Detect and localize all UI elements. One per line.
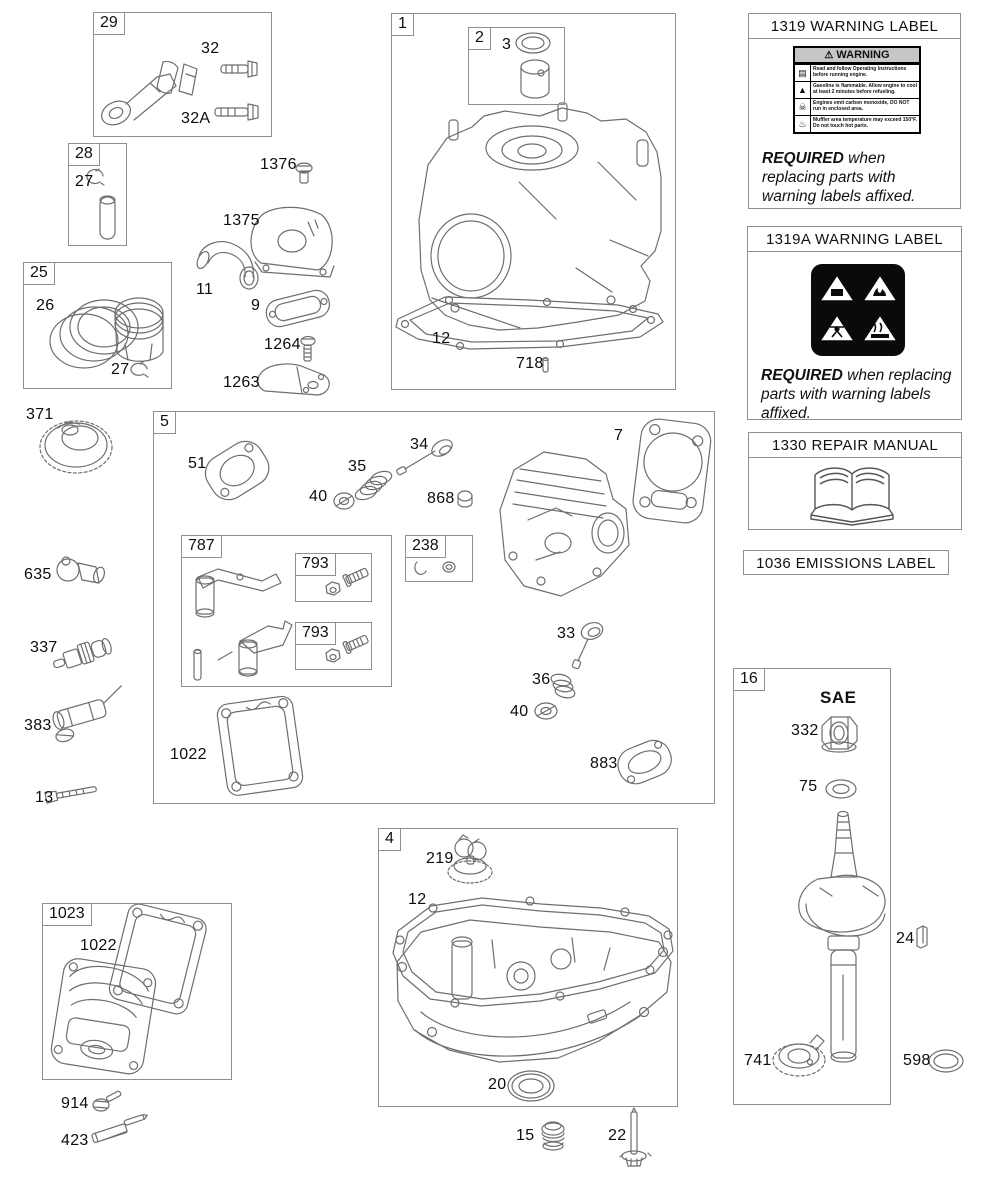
part-callout-35: 35 [348,458,367,475]
part-callout-40: 40 [309,488,328,505]
part-callout-12: 12 [432,330,451,347]
box-label-793a: 793 [295,553,336,576]
emissions-label-1036-panel [743,550,949,575]
part-callout-40b: 40 [510,703,529,720]
warning-triangle-icon: ⚠ [824,49,834,61]
group-box-793b [295,622,372,670]
part-callout-27: 27 [75,173,94,190]
box-label-4: 4 [378,828,401,851]
part-callout-36: 36 [532,671,551,688]
part-callout-33: 33 [557,625,576,642]
part-callout-34: 34 [410,436,429,453]
oil-tube-383-sketch [47,686,131,744]
sae-heading: SAE [820,688,857,707]
o-ring-598-sketch [929,1050,963,1072]
part-callout-741: 741 [744,1052,772,1069]
part-callout-371: 371 [26,406,54,423]
warning-label-1319-panel [748,13,961,209]
box-label-1: 1 [391,13,414,36]
part-callout-7: 7 [614,427,624,444]
warning-row: ☠ Engines emit carbon monoxide, DO NOT run in enclosed area. [795,98,919,115]
warning-label-1319-graphic [793,46,921,134]
warning-label-header [795,48,919,64]
box-label-29: 29 [93,12,125,35]
repair-manual-1330-panel [748,432,962,530]
oil-plug-15-sketch [542,1122,564,1150]
group-box-25 [23,262,172,389]
box-label-787: 787 [181,535,222,558]
flame-icon: ▲ [795,82,811,98]
box-label-1023: 1023 [42,903,92,926]
cam-gear-371-sketch [40,421,112,473]
book-icon: ▤ [795,65,811,81]
warning-row: ▲ Gasoline is flammable. Allow engine to cool at least 2 minutes before refueling. [795,81,919,98]
bolt-1264-sketch [301,337,315,362]
box-label-16: 16 [733,668,765,691]
part-callout-868: 868 [427,490,455,507]
gasket-9-sketch [264,288,333,330]
part-callout-9: 9 [251,297,261,314]
hot-surface-icon: ♨ [795,116,811,132]
spark-plug-337-sketch [50,636,113,674]
part-callout-383: 383 [24,717,52,734]
part-callout-75: 75 [799,778,818,795]
part-callout-15: 15 [516,1127,535,1144]
part-callout-26: 26 [36,297,55,314]
box-label-5: 5 [153,411,176,434]
guard-plate-1263-sketch [258,364,329,395]
required-note: REQUIRED when replacing parts with warning labels affixed. [762,150,916,205]
group-box-238 [405,535,473,582]
part-callout-1375: 1375 [223,212,260,229]
panel-title-1319: 1319 WARNING LABEL [749,14,960,39]
part-callout-718: 718 [516,355,544,372]
warning-label-1319a-graphic [810,263,906,357]
warning-row: ♨ Muffler area temperature may exceed 150°F. Do not touch hot parts. [795,115,919,132]
part-callout-337: 337 [30,639,58,656]
part-callout-1263: 1263 [223,374,260,391]
panel-title-1330: 1330 REPAIR MANUAL [749,433,961,458]
warning-label-1319a-panel [747,226,962,420]
part-callout-1376: 1376 [260,156,297,173]
part-callout-27b: 27 [111,361,130,378]
part-callout-22: 22 [608,1127,627,1144]
bolt-1376-sketch [296,163,312,183]
part-callout-24: 24 [896,930,915,947]
group-box-1023 [42,903,232,1080]
group-box-793a [295,553,372,602]
breather-cover-1375-sketch [251,207,334,277]
group-box-28 [68,143,127,246]
part-callout-11: 11 [196,281,214,298]
required-note: REQUIRED when replacing parts with warning labels affixed. [761,367,952,422]
box-label-238: 238 [405,535,446,558]
part-callout-12b: 12 [408,891,427,908]
part-callout-3: 3 [502,36,512,53]
part-callout-219: 219 [426,850,454,867]
screw-914-sketch [93,1090,121,1111]
part-callout-598: 598 [903,1052,931,1069]
group-box-2 [468,27,565,105]
box-label-793b: 793 [295,622,336,645]
part-callout-20: 20 [488,1076,507,1093]
part-callout-32A: 32A [181,110,211,127]
part-callout-51: 51 [188,455,207,472]
part-callout-1264: 1264 [264,336,301,353]
warning-row: ▤ Read and follow Operating Instructions before running engine. [795,64,919,81]
box-label-2: 2 [468,27,491,50]
carbon-monoxide-icon: ☠ [795,99,811,115]
part-callout-883: 883 [590,755,618,772]
part-callout-332: 332 [791,722,819,739]
part-callout-13: 13 [35,789,54,806]
part-callout-914: 914 [61,1095,89,1112]
stud-423-sketch [91,1113,151,1143]
panel-title-1036: 1036 EMISSIONS LABEL [756,555,936,572]
warning-header-text: WARNING [836,49,890,61]
part-callout-423: 423 [61,1132,89,1149]
key-24-sketch [917,926,927,948]
part-callout-1022b: 1022 [80,937,117,954]
group-box-4 [378,828,678,1107]
box-label-25: 25 [23,262,55,285]
elbow-fitting-635-sketch [57,557,106,584]
part-callout-635: 635 [24,566,52,583]
panel-title-1319a: 1319A WARNING LABEL [748,227,961,252]
part-callout-32: 32 [201,40,220,57]
part-callout-1022: 1022 [170,746,207,763]
box-label-28: 28 [68,143,100,166]
repair-manual-book-icon [807,461,897,527]
